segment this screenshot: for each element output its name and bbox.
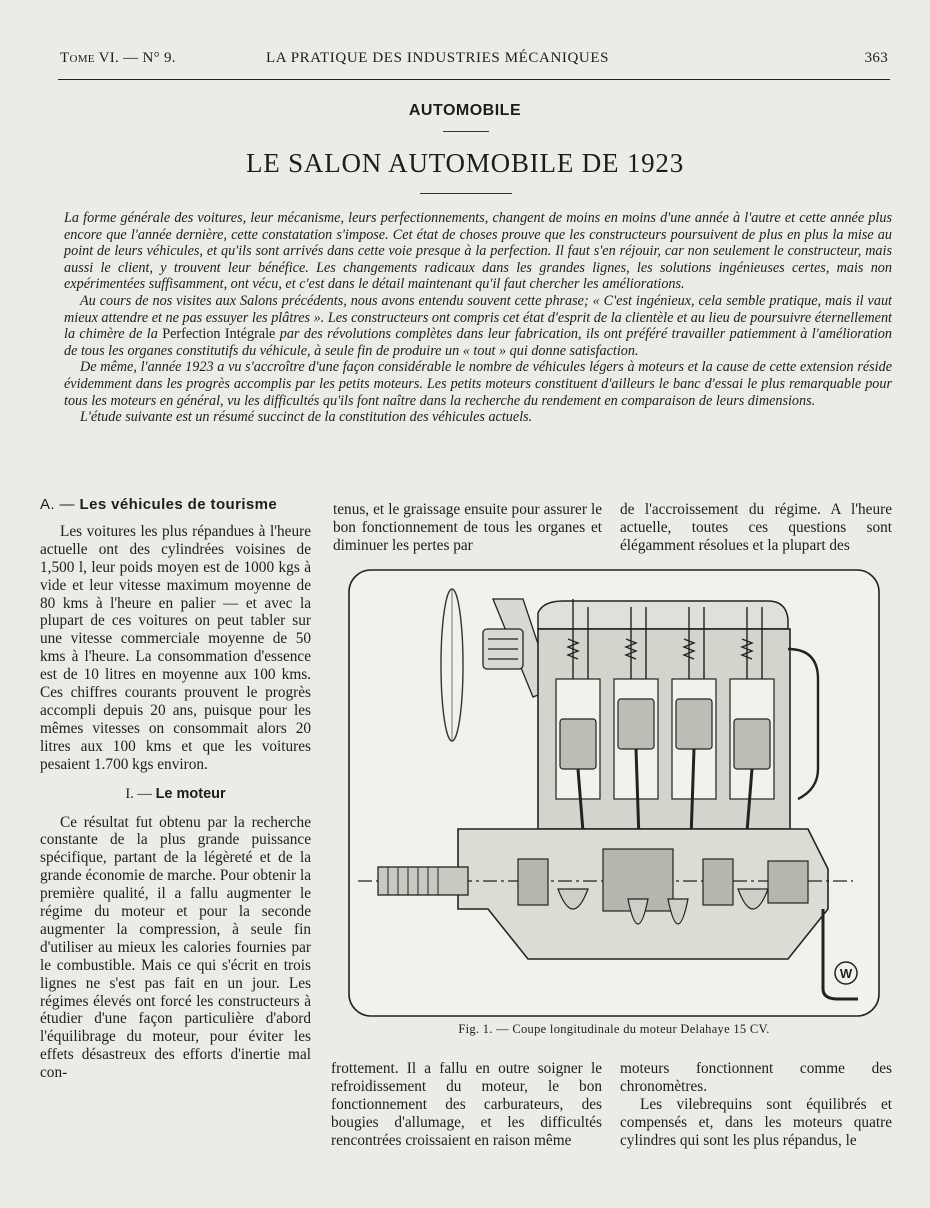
heading-i: I. — Le moteur [125, 785, 226, 802]
body-paragraph: de l'accroissement du régime. A l'heure actuelle, toutes ces questions sont élégamment résolues et la plupart des [620, 501, 892, 554]
intro-paragraph: Au cours de nos visites aux Salons précédents, nous avons entendu souvent cette phrase; « C'est ingénieux, cela semble pratique, mais il vaut mieux attendre et ne pas essuyer les plâtres ». Les constructeurs ont compris cet état d'esprit de la clientèle et au lieu de poursuivre éternellement la chimère de la Perfection Intégrale par des révolutions complètes dans leur fabrication, ils ont préféré travailler patiemment à l'amélioration de tous les organes constitutifs du véhicule, à seule fin de produire un « tout » qui donne satisfaction. [64, 292, 892, 359]
running-header [60, 50, 888, 74]
figure-caption: Fig. 1. — Coupe longitudinale du moteur Delahaye 15 CV. [458, 1022, 770, 1036]
page-number: 363 [864, 50, 888, 66]
column-middle-bottom [331, 1060, 602, 1150]
section-rule [443, 131, 489, 132]
journal-title: LA PRATIQUE DES INDUSTRIES MÉCANIQUES [266, 50, 610, 66]
body-paragraph: frottement. Il a fallu en outre soigner le refroidissement du moteur, le bon fonctionnement des carburateurs, des bougies d'allumage, et les difficultés rencontrées croissaient en raison même [331, 1060, 602, 1149]
intro-paragraph: L'étude suivante est un résumé succinct de la constitution des véhicules actuels. [80, 409, 533, 426]
upright-phrase: Perfection Intégrale [162, 326, 276, 343]
column-right-bottom [620, 1060, 892, 1150]
article-intro [64, 210, 892, 426]
column-middle-top [333, 501, 602, 555]
header-rule [58, 79, 890, 80]
engine-cross-section-figure [348, 569, 880, 1017]
body-paragraph: Ce résultat fut obtenu par la recherche constante de la plus grande puissance spécifique, partant de la légèreté et de la grande économie de marche. Pour obtenir la première qualité, il a fallu augmenter le régime du moteur et pour la seconde augmenter la compression, à seule fin d'utiliser au mieux les calories fournies par le combustible. Mais ce qui s'écrit en trois lignes ne s'est pas fait en un jour. Les régimes élevés ont forcé les constructeurs à étudier d'une façon particulière d'abord l'équilibrage du moteur, pour éviter les effets désastreux des efforts d'inertie mal con- [40, 813, 311, 1082]
column-right-top [620, 501, 892, 555]
section-heading: AUTOMOBILE [408, 102, 522, 119]
intro-paragraph: La forme générale des voitures, leur mécanisme, leurs perfectionnements, changent de moins en moins d'une année à l'autre et cette année plus encore que l'année dernière, cette constatation s'impose. Cet état de choses prouve que les constructeurs poursuivent de plus en plus la mise au point de leurs véhicules, et qu'ils sont arrivés dans cette voie presque à la perfection. Il faut s'en réjouir, car non seulement le constructeur, mais aussi le client, y trouvent leur bénéfice. Les changements radicaux dans les grandes lignes, les solutions ingénieuses certes, mais non expérimentées suffisamment, ont vécu, et c'est dans le détail maintenant qu'il faut chercher les améliorations. [64, 210, 892, 293]
article-title: LE SALON AUTOMOBILE DE 1923 [245, 148, 685, 178]
maker-logo-letter: W [839, 966, 853, 981]
body-paragraph: Les voitures les plus répandues à l'heure actuelle ont des cylindrées voisines de 1,500 l, leur poids moyen est de 1000 kgs à vide et leur vitesse maximum moyenne de 80 kms à l'heure en palier — et avec la plupart de ces voitures on peut tabler sur une vitesse commerciale moyenne de 50 kms à l'heure. La consommation d'essence est de 10 litres en moyenne aux 100 kms. Ces chiffres courants prouvent le progrès accompli depuis 20 ans, puisque pour les mêmes vitesses on consommait alors 20 litres aux 100 kms et que les voitures pesaient 1.700 kgs environ. [40, 522, 311, 773]
title-rule [420, 193, 512, 194]
heading-a: A. — Les véhicules de tourisme [40, 496, 278, 513]
column-left [40, 496, 311, 1082]
body-paragraph: tenus, et le graissage ensuite pour assurer le bon fonctionnement de tous les organes et diminuer les pertes par [333, 501, 602, 554]
intro-paragraph: De même, l'année 1923 a vu s'accroître d'une façon considérable le nombre de véhicules légers à moteurs et la cause de cette extension réside évidemment dans les progrès accomplis par les petits moteurs. Les petits moteurs constituent d'ailleurs le banc d'essai le plus remarquable pour tous les moteurs en général, vu les difficultés qu'ils font naître dans la recherche du rendement en comparaison de leurs dimensions. [64, 359, 892, 409]
body-paragraph: Les vilebrequins sont équilibrés et compensés et, dans les moteurs quatre cylindres qui sont les plus répandus, le [620, 1095, 892, 1149]
body-paragraph: moteurs fonctionnent comme des chronomètres. [620, 1060, 892, 1095]
issue-number: Tome VI. — N° 9. [60, 50, 176, 66]
